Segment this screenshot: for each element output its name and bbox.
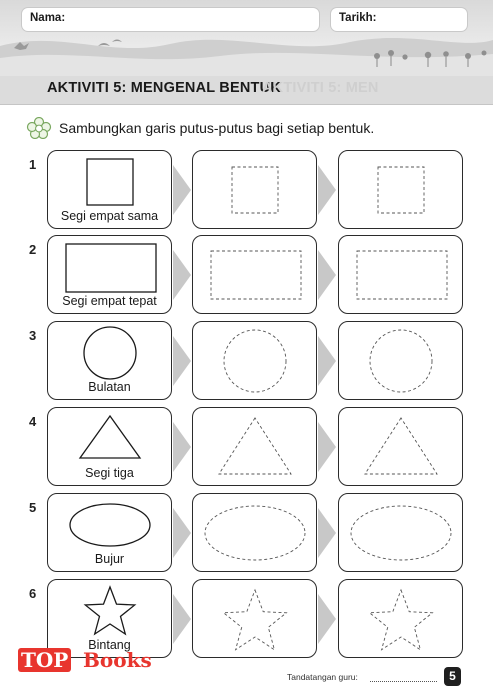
arrow-right-icon bbox=[173, 250, 191, 300]
instruction-text: Sambungkan garis putus-putus bagi setiap bentuk. bbox=[59, 120, 375, 136]
shape-tracing-card[interactable] bbox=[192, 235, 317, 314]
row-number: 4 bbox=[29, 414, 37, 429]
date-field[interactable] bbox=[331, 8, 467, 31]
triangle-shape bbox=[193, 408, 318, 487]
watermark-books: Books bbox=[83, 648, 152, 672]
shape-tracing-card[interactable] bbox=[338, 579, 463, 658]
triangle-shape bbox=[339, 408, 464, 487]
flower-icon bbox=[26, 117, 52, 139]
star-shape bbox=[339, 580, 464, 659]
date-label: Tarikh: bbox=[339, 12, 377, 24]
arrow-right-icon bbox=[173, 165, 191, 215]
shape-tracing-card[interactable] bbox=[192, 150, 317, 229]
arrow-right-icon bbox=[173, 594, 191, 644]
row-number: 1 bbox=[29, 157, 37, 172]
star-shape bbox=[193, 580, 318, 659]
shape-tracing-card[interactable] bbox=[338, 321, 463, 400]
arrow-right-icon bbox=[318, 508, 336, 558]
shape-tracing-card[interactable] bbox=[338, 407, 463, 486]
teacher-signature-line[interactable] bbox=[370, 681, 437, 682]
shape-example-card bbox=[47, 235, 172, 314]
arrow-right-icon bbox=[318, 336, 336, 386]
arrow-right-icon bbox=[173, 508, 191, 558]
shape-label: Segi empat sama bbox=[60, 209, 159, 223]
arrow-right-icon bbox=[318, 165, 336, 215]
arrow-right-icon bbox=[318, 594, 336, 644]
circle-shape bbox=[339, 322, 464, 401]
row-number: 6 bbox=[29, 586, 37, 601]
shape-example-card bbox=[47, 493, 172, 572]
row-number: 2 bbox=[29, 242, 37, 257]
shape-example-card bbox=[47, 407, 172, 486]
shape-label: Segi empat tepat bbox=[62, 294, 157, 308]
arrow-right-icon bbox=[318, 422, 336, 472]
name-field[interactable] bbox=[22, 8, 319, 31]
shape-tracing-card[interactable] bbox=[338, 150, 463, 229]
circle-shape bbox=[193, 322, 318, 401]
shape-example-card bbox=[47, 579, 172, 658]
name-label: Nama: bbox=[30, 12, 66, 24]
shape-tracing-card[interactable] bbox=[338, 235, 463, 314]
page-title-ghost: AKTIVITI 5: MEN bbox=[262, 80, 379, 96]
shape-tracing-card[interactable] bbox=[192, 493, 317, 572]
shape-tracing-card[interactable] bbox=[192, 407, 317, 486]
square-shape bbox=[339, 151, 464, 230]
page-number: 5 bbox=[444, 667, 461, 686]
shape-label: Bujur bbox=[94, 552, 125, 566]
shape-tracing-card[interactable] bbox=[192, 321, 317, 400]
row-number: 5 bbox=[29, 500, 37, 515]
arrow-right-icon bbox=[318, 250, 336, 300]
header-band bbox=[0, 0, 493, 78]
title-bar bbox=[0, 76, 493, 105]
row-number: 3 bbox=[29, 328, 37, 343]
shape-tracing-card[interactable] bbox=[192, 579, 317, 658]
arrow-right-icon bbox=[173, 336, 191, 386]
shape-label: Bintang bbox=[88, 638, 131, 652]
shape-label: Segi tiga bbox=[85, 466, 134, 480]
rectangle-shape bbox=[339, 236, 464, 315]
square-shape bbox=[193, 151, 318, 230]
rectangle-shape bbox=[193, 236, 318, 315]
shape-label: Bulatan bbox=[88, 380, 131, 394]
oval-shape bbox=[193, 494, 318, 573]
oval-shape bbox=[339, 494, 464, 573]
watermark-top: TOP bbox=[18, 648, 71, 672]
arrow-right-icon bbox=[173, 422, 191, 472]
page-title: AKTIVITI 5: MENGENAL BENTUK bbox=[47, 80, 281, 96]
shape-example-card bbox=[47, 150, 172, 229]
shape-example-card bbox=[47, 321, 172, 400]
teacher-signature-label: Tandatangan guru: bbox=[287, 672, 358, 682]
shape-tracing-card[interactable] bbox=[338, 493, 463, 572]
